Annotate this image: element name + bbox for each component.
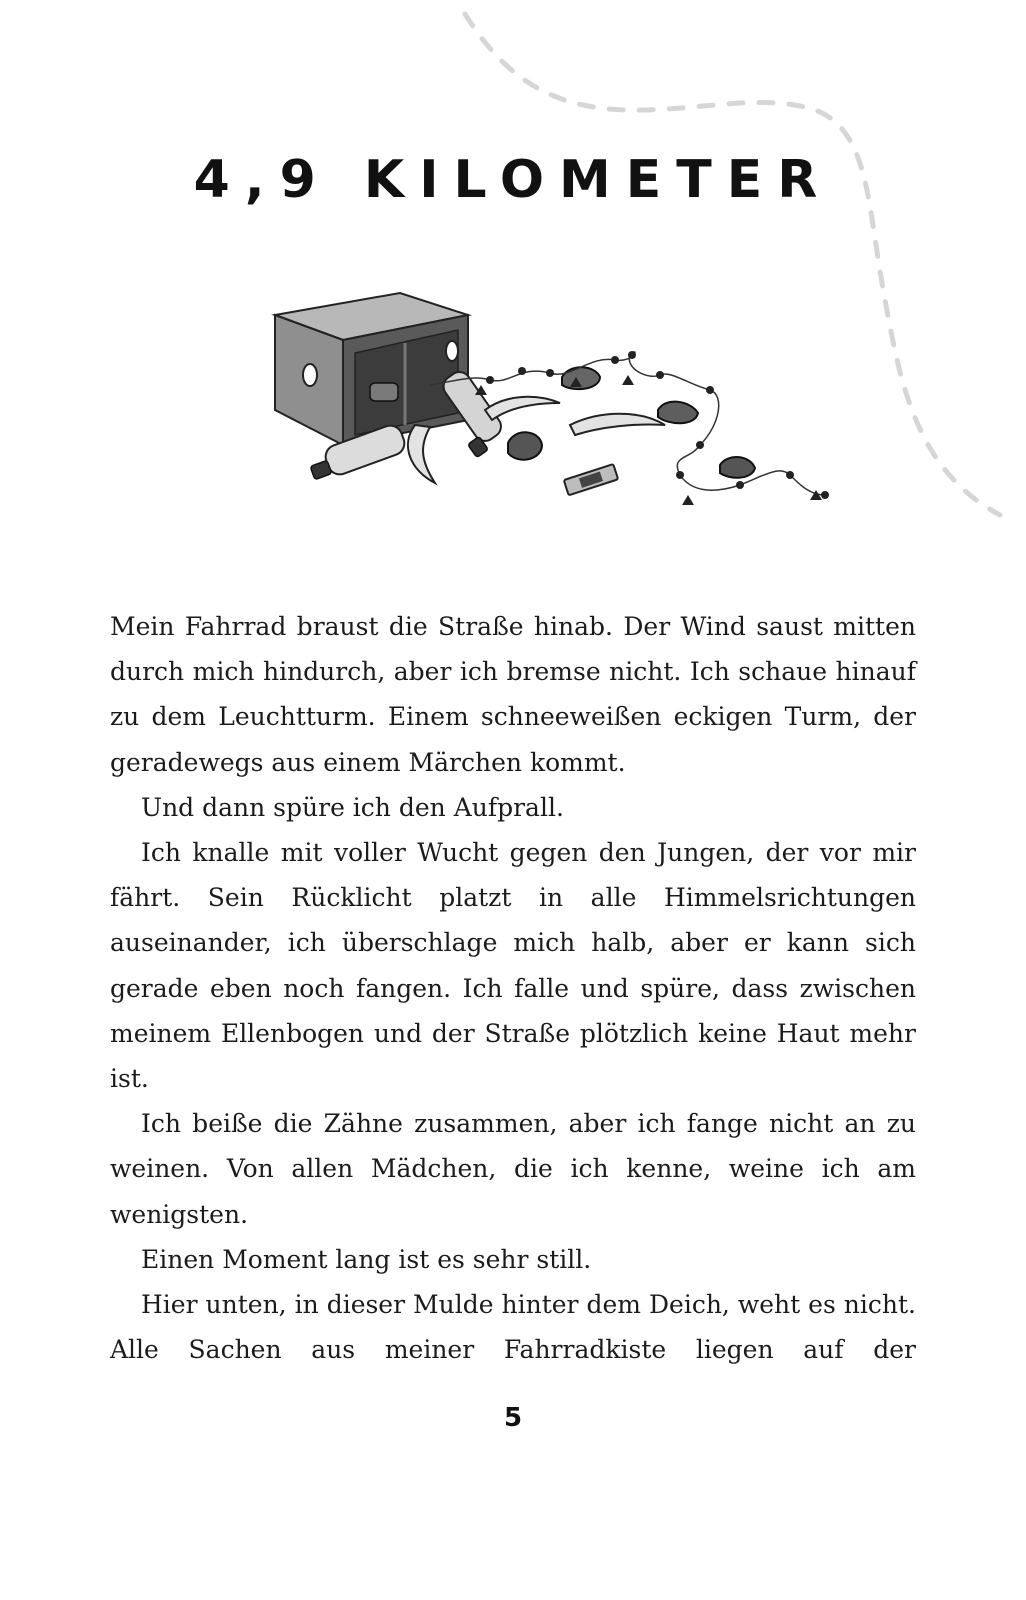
body-text	[110, 604, 916, 1372]
crate-icon	[275, 293, 468, 445]
banana-icon	[570, 414, 665, 435]
paragraph: Einen Moment lang ist es sehr still.	[141, 1244, 592, 1274]
paragraph: Ich knalle mit voller Wucht gegen den Jungen, der vor mir fährt. Sein Rücklicht platzt in alle Himmelsrichtungen auseinander, ich überschlage mich halb, aber er kann sich gerade eben noch fangen. Ich falle und spüre, dass zwischen meinem Ellenbogen und der Straße plötzlich keine Haut mehr ist.	[110, 838, 916, 1094]
chapter-title: 4,9 KILOMETER	[193, 150, 833, 210]
stone-icon	[658, 402, 698, 424]
stone-icon	[720, 457, 755, 478]
page-number: 5	[503, 1403, 523, 1433]
spilled-bike-crate-illustration	[270, 285, 870, 545]
paragraph: Und dann spüre ich den Aufprall.	[141, 792, 564, 822]
paragraph: Ich beiße die Zähne zusammen, aber ich fange nicht an zu weinen. Von allen Mädchen, die ich kenne, weine ich am wenigsten.	[110, 1109, 916, 1229]
paragraph: Mein Fahrrad braust die Straße hinab. Der Wind saust mitten durch mich hindurch, aber ich bremse nicht. Ich schaue hinauf zu dem Leuchtturm. Einem schneeweißen eckigen Turm, der geradewegs aus einem Märchen kommt.	[110, 612, 916, 777]
banana-icon	[408, 425, 435, 483]
stone-icon	[508, 432, 542, 459]
banana-icon	[485, 397, 560, 420]
cereal-bar-icon	[564, 464, 618, 495]
paragraph: Hier unten, in dieser Mulde hinter dem Deich, weht es nicht. Alle Sachen aus meiner Fahrradkiste liegen auf der	[110, 1290, 916, 1365]
